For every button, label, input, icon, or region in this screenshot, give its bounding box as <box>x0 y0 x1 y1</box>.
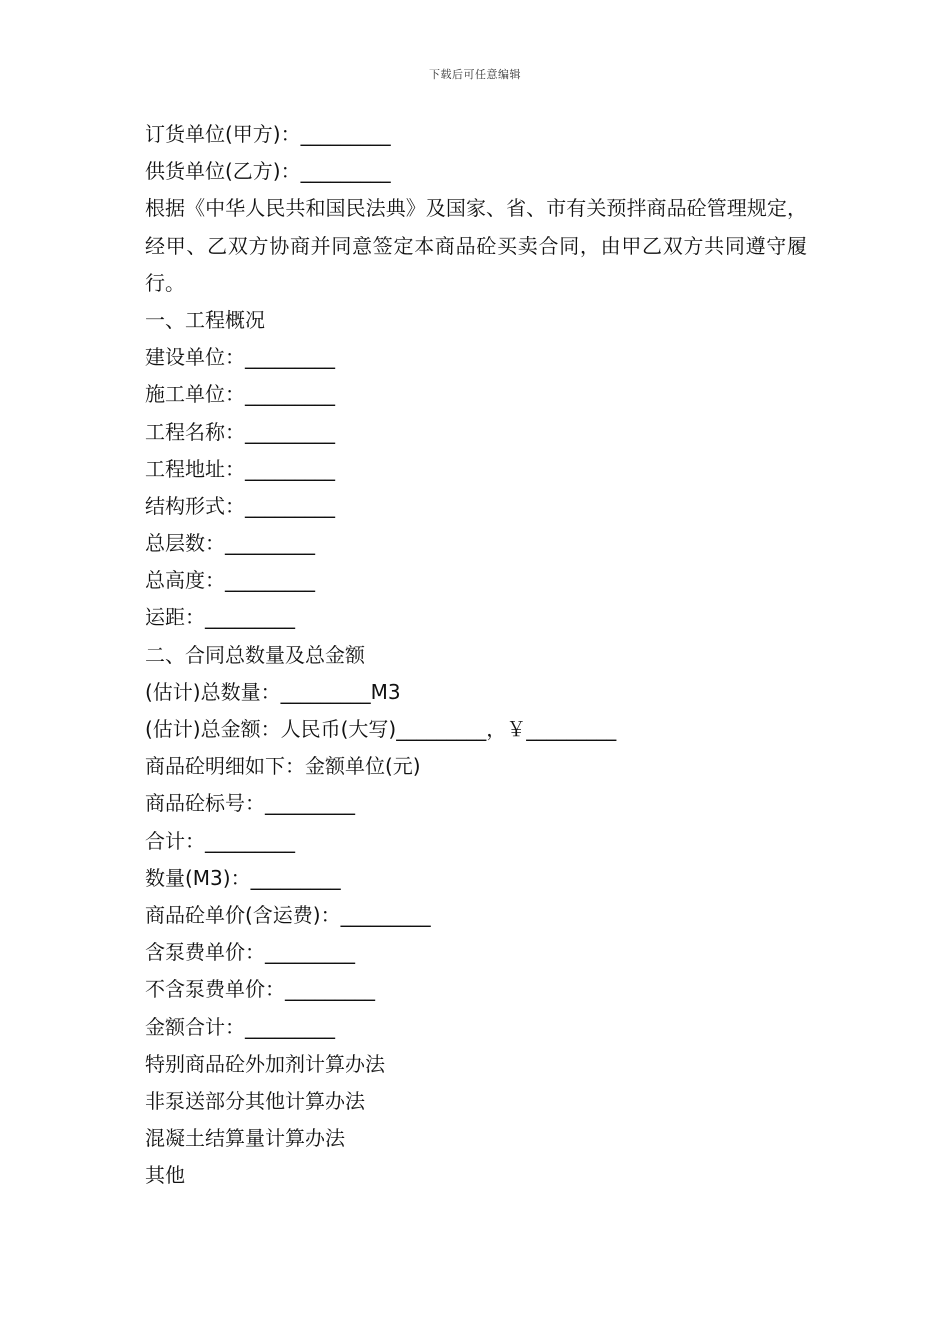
field-subtotal: 合计：_________ <box>145 828 295 853</box>
section-heading-project-overview: 一、工程概况 <box>145 307 265 332</box>
field-estimated-amount: (估计)总金额：人民币(大写)_________，￥_________ <box>145 717 617 742</box>
buyer-line: 订货单位(甲方)：_________ <box>145 122 391 146</box>
details-intro: 商品砼明细如下：金额单位(元) <box>145 754 421 779</box>
field-total-floors: 总层数：_________ <box>145 531 315 556</box>
page-header-note: 下载后可任意编辑 <box>429 68 521 81</box>
field-unit-price-with-pump: 含泵费单价：_________ <box>145 940 355 965</box>
document-body <box>145 116 815 1194</box>
field-quantity-m3: 数量(M3)：_________ <box>145 865 341 890</box>
field-project-address: 工程地址：_________ <box>145 456 335 481</box>
field-builder-unit: 施工单位：_________ <box>145 382 335 407</box>
field-project-name: 工程名称：_________ <box>145 419 335 444</box>
field-amount-total: 金额合计：_________ <box>145 1014 335 1039</box>
field-construction-unit: 建设单位：_________ <box>145 345 335 370</box>
item-settlement-calculation: 混凝土结算量计算办法 <box>145 1126 345 1151</box>
section-heading-total-amount: 二、合同总数量及总金额 <box>145 642 365 667</box>
item-non-pump-calculation: 非泵送部分其他计算办法 <box>145 1088 365 1113</box>
field-estimated-quantity: (估计)总数量：_________M3 <box>145 679 401 704</box>
field-unit-price-with-transport: 商品砼单价(含运费)：_________ <box>145 902 431 927</box>
field-total-height: 总高度：_________ <box>145 568 315 593</box>
field-unit-price-without-pump: 不含泵费单价：_________ <box>145 977 375 1002</box>
field-concrete-grade: 商品砼标号：_________ <box>145 791 355 816</box>
field-structure-type: 结构形式：_________ <box>145 493 335 518</box>
intro-paragraph: 根据《中华人民共和国民法典》及国家、省、市有关预拌商品砼管理规定，经甲、乙双方协商并同意签定本商品砼买卖合同，由甲乙双方共同遵守履行。 <box>145 196 807 295</box>
item-additive-calculation: 特别商品砼外加剂计算办法 <box>145 1051 385 1076</box>
field-distance: 运距：_________ <box>145 605 295 630</box>
supplier-line: 供货单位(乙方)：_________ <box>145 159 391 184</box>
item-other: 其他 <box>145 1163 185 1188</box>
